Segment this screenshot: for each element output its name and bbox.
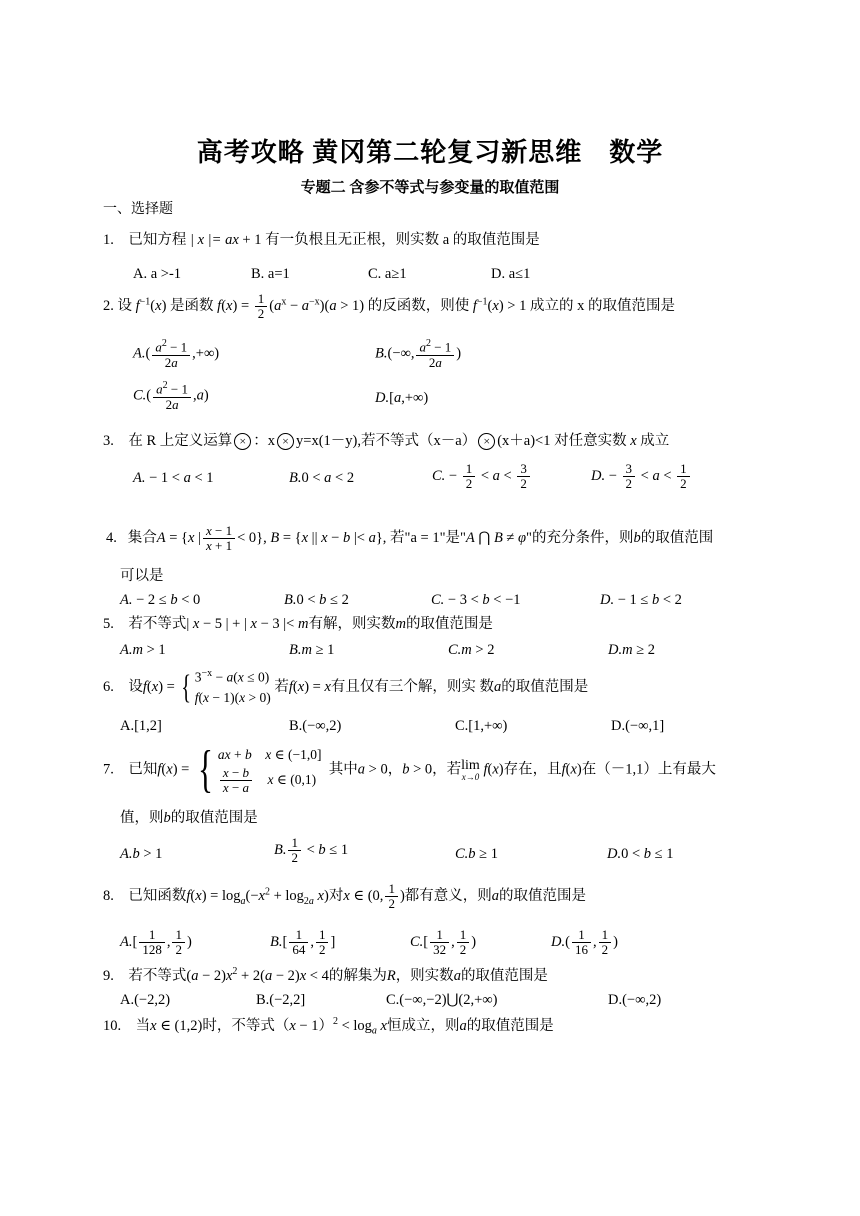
q9-option-b: B.(−2,2]	[256, 992, 306, 1008]
q7-option-a: A.b > 1	[120, 846, 163, 862]
q8-option-a: A.[ $\frac{1}{128}$ , $\frac{1}{2}$ )	[120, 927, 192, 958]
question-5: 5. 若不等式| x − 5 | + | x − 3 |< m有解，则实数m的取值范围是	[103, 616, 493, 632]
q8-option-b: B.[ $\frac{1}{64}$ , $\frac{1}{2}$ ]	[270, 927, 336, 958]
q3-option-d: D. − $\frac{3}{2}$ < a < $\frac{1}{2}$	[591, 462, 692, 492]
q7-option-b: B. $\frac{1}{2}$ < b ≤ 1	[274, 835, 349, 866]
q8-option-c: C.[ $\frac{1}{32}$ , $\frac{1}{2}$ )	[410, 927, 477, 958]
q6-option-d: D.(−∞,1]	[611, 718, 665, 734]
q4-option-a: A. − 2 ≤ b < 0	[120, 592, 201, 608]
otimes-icon: ×	[478, 433, 495, 450]
q5-option-d: D.m ≥ 2	[608, 642, 656, 658]
question-2: 2. 设 $f^{-1}(x)$ 是函数 f(x) = $\frac{1}{2}$ $(a^x - a^{-x})(a > 1)$ 的反函数，则使 $f^{-1}(x) > 1$ 成立的 x 的取值范围是	[103, 291, 675, 322]
page-title: 高考攻略 黄冈第二轮复习新思维 数学	[196, 138, 664, 167]
q1-option-c: C. a≥1	[368, 266, 407, 282]
question-4: 4. 集合A = {x | $\frac{x - 1}{x + 1}$ < 0}, B = {x || x − b |< a}, 若"a = 1"是"A ⋂ B ≠ φ"的充分条件，则b的取值范围	[106, 523, 714, 554]
question-4-cont: 可以是	[120, 568, 164, 584]
q3-option-c: C. − $\frac{1}{2}$ < a < $\frac{3}{2}$	[432, 462, 532, 492]
q3-option-b: B.0 < a < 2	[289, 470, 355, 486]
q2-option-a: A.( $\frac{a^2 - 1}{2a}$ ,+∞)	[133, 338, 220, 370]
question-10: 10. 当x ∈ (1,2)时，不等式$(x - 1)^2 < \log_a x$恒成立，则a的取值范围是	[103, 1016, 554, 1037]
q4-option-b: B.0 < b ≤ 2	[284, 592, 349, 608]
question-8: 8. 已知函数$f(x) = \log_a(-x^2 + \log_{2a} x)$对x ∈ (0, $\frac{1}{2}$ )都有意义，则a的取值范围是	[103, 881, 587, 912]
question-7-cont: 值，则b的取值范围是	[120, 810, 258, 826]
q4-option-d: D. − 1 ≤ b < 2	[600, 592, 682, 608]
q6-option-b: B.(−∞,2)	[289, 718, 342, 734]
section-heading: 一、选择题	[103, 202, 173, 217]
question-3: 3. 在 R 上定义运算 × ：x × y=x(1－y),若不等式（x－a） × (x＋a)<1 对任意实数 x 成立	[103, 433, 670, 449]
q4-option-c: C. − 3 < b < −1	[431, 592, 521, 608]
question-6: 6. 设f(x) = { $3^{-x} - a(x \le 0)$ f(x − 1)(x > 0) 若f(x) = x有且仅有三个解，则实 数a的取值范围是	[103, 668, 589, 706]
q1-option-b: B. a=1	[251, 266, 290, 282]
otimes-icon: ×	[277, 433, 294, 450]
q9-option-c: C.(−∞,−2)⋃(2,+∞)	[386, 992, 498, 1008]
q2-option-c: C.( $\frac{a^2 - 1}{2a}$ ,a)	[133, 380, 209, 412]
q7-option-c: C.b ≥ 1	[455, 846, 499, 862]
q6-option-c: C.[1,+∞)	[455, 718, 508, 734]
q5-option-c: C.m > 2	[448, 642, 495, 658]
q1-option-a: A. a >-1	[133, 266, 182, 282]
q9-option-a: A.(−2,2)	[120, 992, 171, 1008]
question-1: 1. 已知方程 | x |= ax + 1 有一负根且无正根，则实数 a 的取值范围是	[103, 232, 540, 248]
page-subtitle: 专题二 含参不等式与参变量的取值范围	[300, 180, 560, 196]
question-7: 7. 已知f(x) = { ax + b x ∈ (−1,0] $\frac{x - b}{x - a}$ x ∈ (0,1) 其中a > 0，b > 0，若 lim x→0 f(x)存在，且f(x)在（－1,1）上有最大	[103, 741, 716, 798]
q2-option-d: D.[a,+∞)	[375, 390, 429, 406]
q7-option-d: D.0 < b ≤ 1	[607, 846, 674, 862]
q8-option-d: D.( $\frac{1}{16}$ , $\frac{1}{2}$ )	[551, 927, 618, 958]
q2-option-b: B.(−∞, $\frac{a^2 - 1}{2a}$ )	[375, 338, 462, 370]
q6-option-a: A.[1,2]	[120, 718, 162, 734]
q5-option-b: B.m ≥ 1	[289, 642, 335, 658]
otimes-icon: ×	[234, 433, 251, 450]
q3-option-a: A. − 1 < a < 1	[133, 470, 214, 486]
q9-option-d: D.(−∞,2)	[608, 992, 662, 1008]
q5-option-a: A.m > 1	[120, 642, 166, 658]
question-9: 9. 若不等式$(a - 2)x^2 + 2(a - 2)x < 4$的解集为R，则实数a的取值范围是	[103, 966, 548, 984]
q1-option-d: D. a≤1	[491, 266, 531, 282]
